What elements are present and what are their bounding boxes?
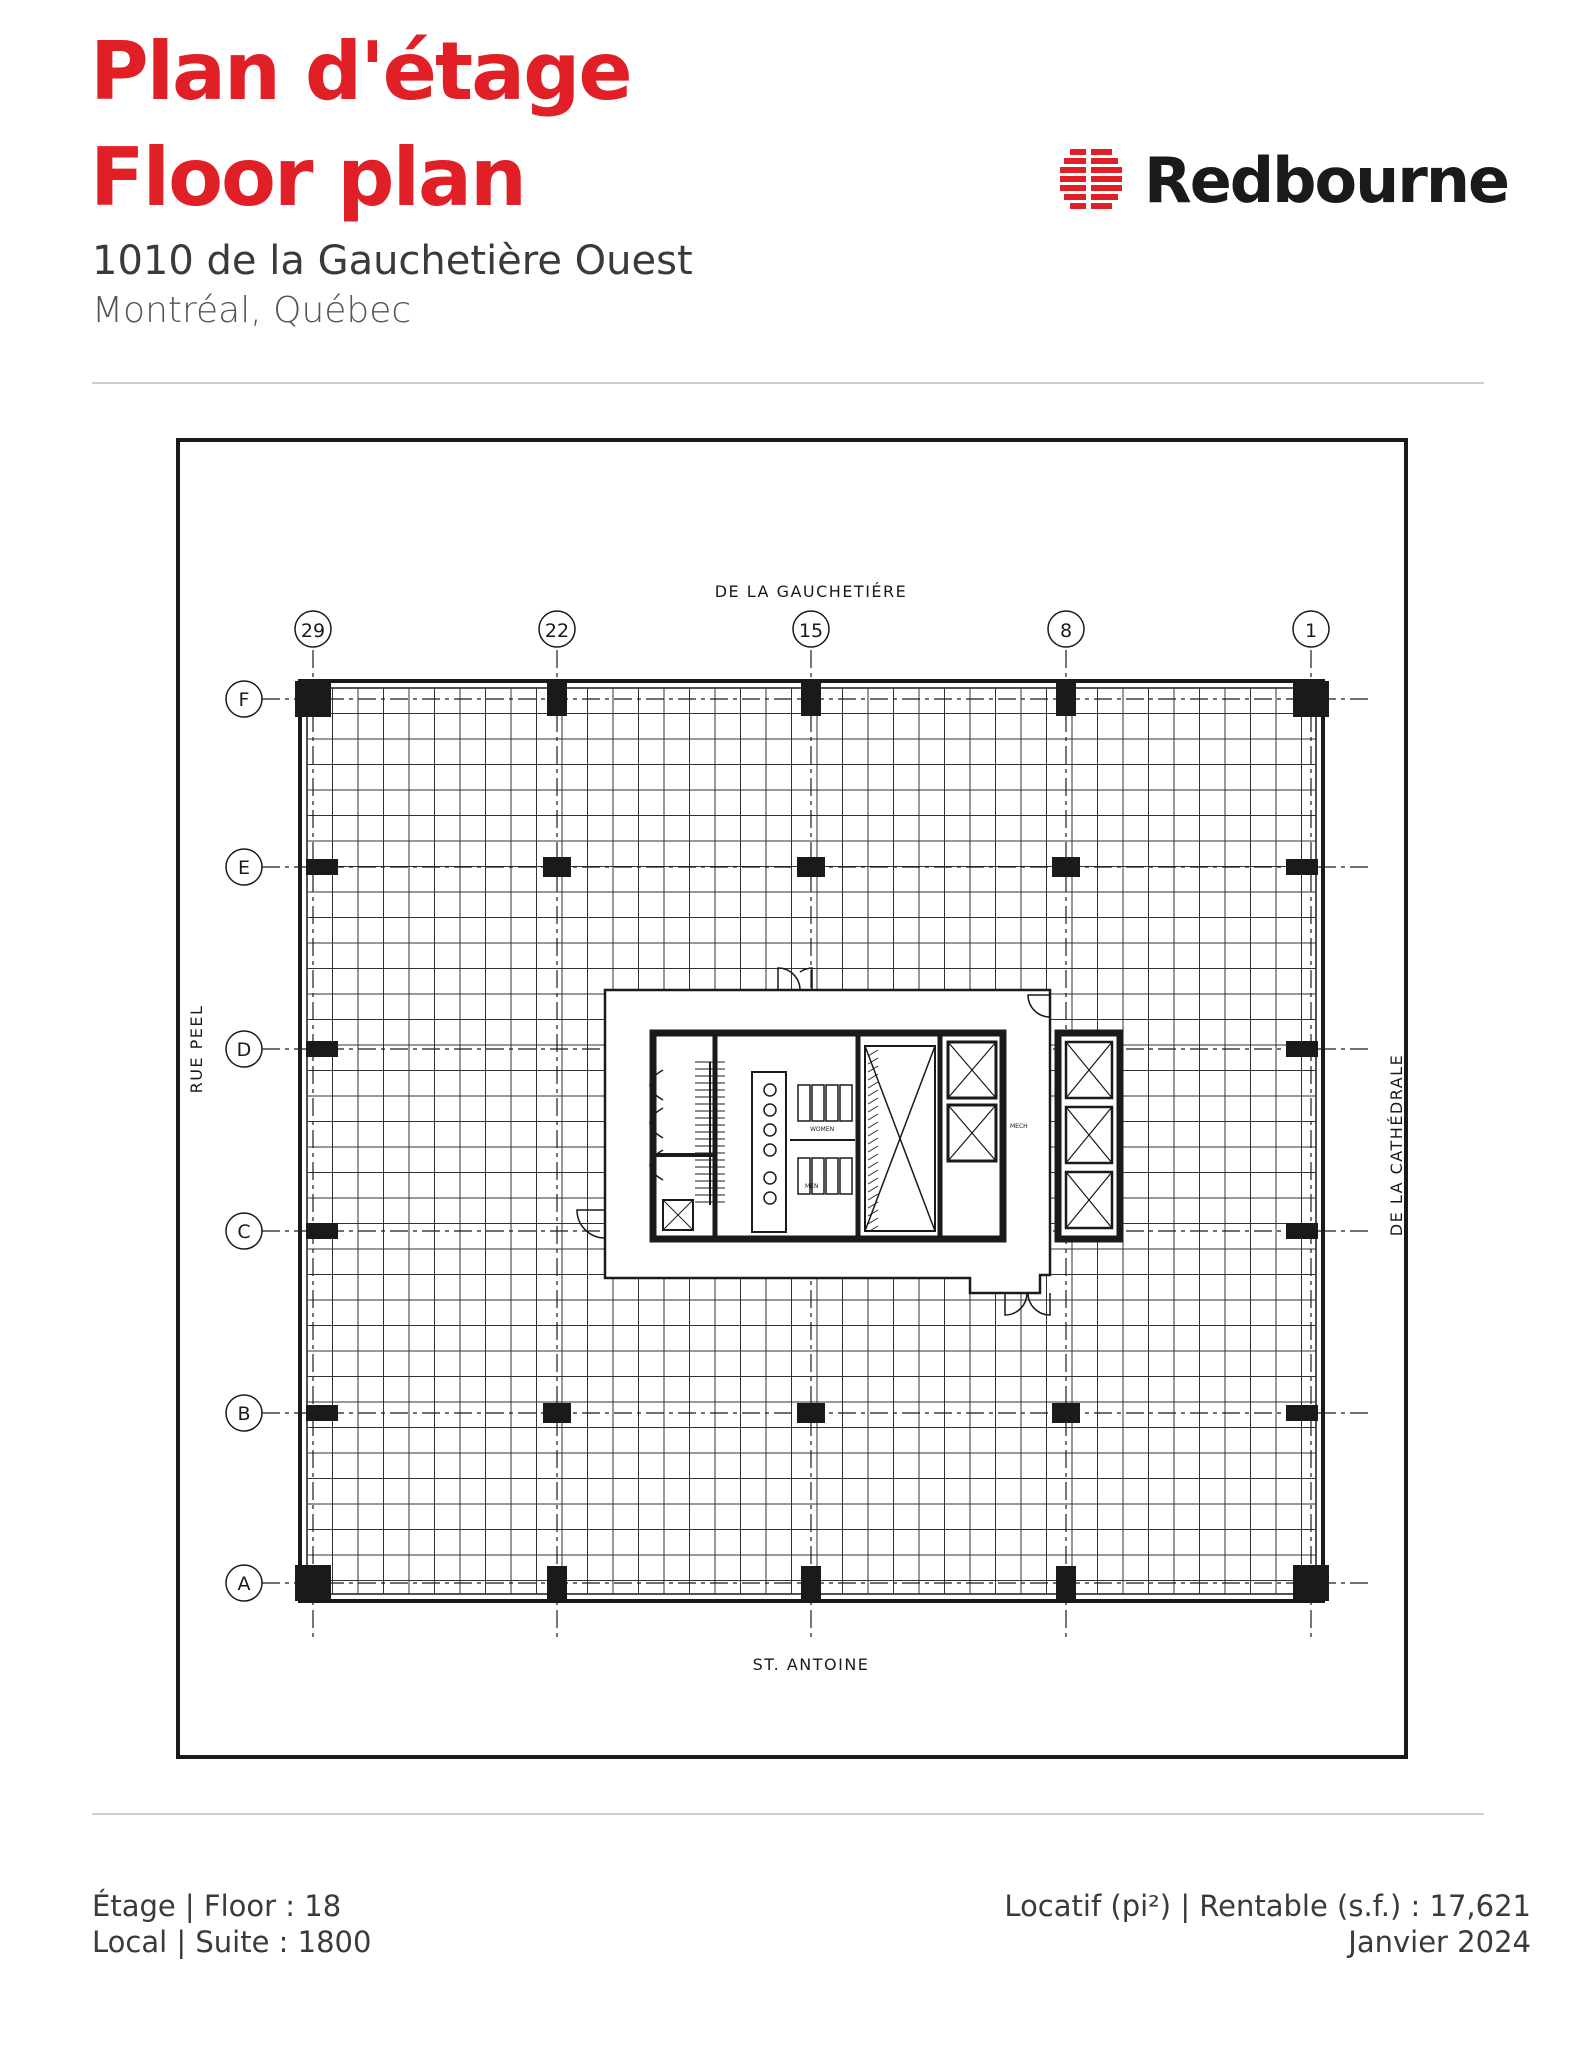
row-grid-label: F bbox=[238, 689, 250, 711]
row-grid-label: B bbox=[237, 1403, 251, 1425]
row-grid-label: C bbox=[237, 1221, 251, 1243]
building-city: Montréal, Québec bbox=[92, 290, 412, 331]
suite-number: Local | Suite : 1800 bbox=[92, 1925, 372, 1959]
column-grid-label: 8 bbox=[1059, 620, 1073, 642]
column-grid-label: 15 bbox=[798, 620, 824, 642]
row-grid-label: A bbox=[237, 1573, 251, 1595]
street-label-left: RUE PEEL bbox=[187, 1004, 206, 1094]
column-grid-label: 1 bbox=[1304, 620, 1318, 642]
street-label-top: DE LA GAUCHETIÉRE bbox=[714, 582, 908, 601]
column-grid-label: 22 bbox=[544, 620, 570, 642]
men-room-label: MEN bbox=[805, 1183, 819, 1190]
suite-info bbox=[92, 1888, 371, 1960]
footer-divider bbox=[92, 1813, 1484, 1815]
mech-room-label: MECH bbox=[1010, 1123, 1028, 1130]
row-grid-label: E bbox=[237, 857, 251, 879]
rentable-area: Locatif (pi²) | Rentable (s.f.) : 17,621 bbox=[1004, 1889, 1531, 1923]
area-info bbox=[1004, 1888, 1531, 1960]
floor-number: Étage | Floor : 18 bbox=[92, 1889, 342, 1923]
street-label-right: DE LA CATHÉDRALE bbox=[1387, 1053, 1406, 1237]
building-address: 1010 de la Gauchetière Ouest bbox=[92, 238, 693, 284]
brand-name: Redbourne bbox=[1144, 143, 1509, 217]
row-grid-label: D bbox=[236, 1039, 252, 1061]
page-title-english: Floor plan bbox=[90, 131, 525, 224]
page-title-french: Plan d'étage bbox=[90, 25, 631, 118]
plan-date: Janvier 2024 bbox=[1348, 1925, 1531, 1959]
women-room-label: WOMEN bbox=[810, 1126, 835, 1133]
column-grid-label: 29 bbox=[300, 620, 326, 642]
street-label-bottom: ST. ANTOINE bbox=[752, 1655, 870, 1674]
